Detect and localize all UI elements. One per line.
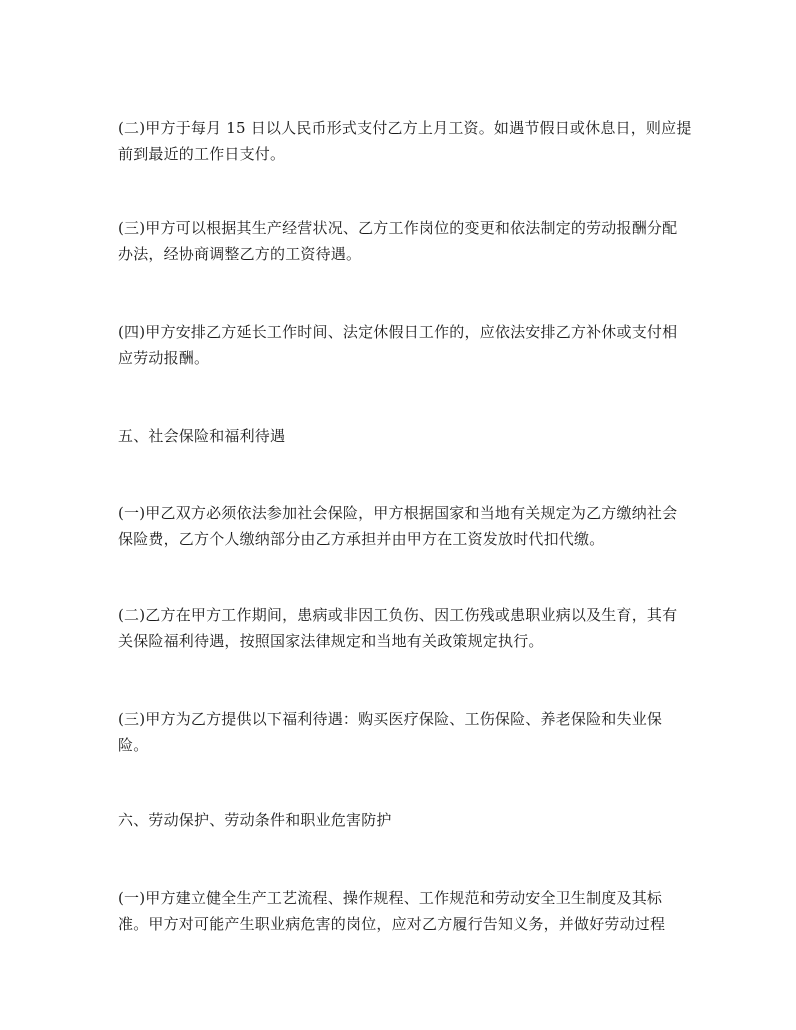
paragraph-welfare-benefits: (三)甲方为乙方提供以下福利待遇：购买医疗保险、工伤保险、养老保险和失业保险。 bbox=[118, 710, 663, 754]
paragraph-sick-leave-benefits: (二)乙方在甲方工作期间，患病或非因工负伤、因工伤残或患职业病以及生育，其有关保险福利待遇，按照国家法律规定和当地有关政策规定执行。 bbox=[118, 606, 678, 650]
paragraph-safety-standards: (一)甲方建立健全生产工艺流程、操作规程、工作规范和劳动安全卫生制度及其标准。甲方对可能产生职业病危害的岗位，应对乙方履行告知义务，并做好劳动过程 bbox=[118, 889, 666, 933]
section-heading-social-insurance: 五、社会保险和福利待遇 bbox=[118, 427, 286, 445]
paragraph-social-insurance: (一)甲乙双方必须依法参加社会保险，甲方根据国家和当地有关规定为乙方缴纳社会保险费，乙方个人缴纳部分由乙方承担并由甲方在工资发放时代扣代缴。 bbox=[118, 504, 678, 548]
paragraph-salary-payment: (二)甲方于每月 15 日以人民币形式支付乙方上月工资。如遇节假日或休息日，则应提前到最近的工作日支付。 bbox=[118, 119, 692, 163]
paragraph-salary-adjustment: (三)甲方可以根据其生产经营状况、乙方工作岗位的变更和依法制定的劳动报酬分配办法，经协商调整乙方的工资待遇。 bbox=[118, 219, 678, 263]
paragraph-overtime: (四)甲方安排乙方延长工作时间、法定休假日工作的，应依法安排乙方补休或支付相应劳动报酬。 bbox=[118, 323, 678, 367]
section-heading-labor-protection: 六、劳动保护、劳动条件和职业危害防护 bbox=[118, 811, 392, 829]
